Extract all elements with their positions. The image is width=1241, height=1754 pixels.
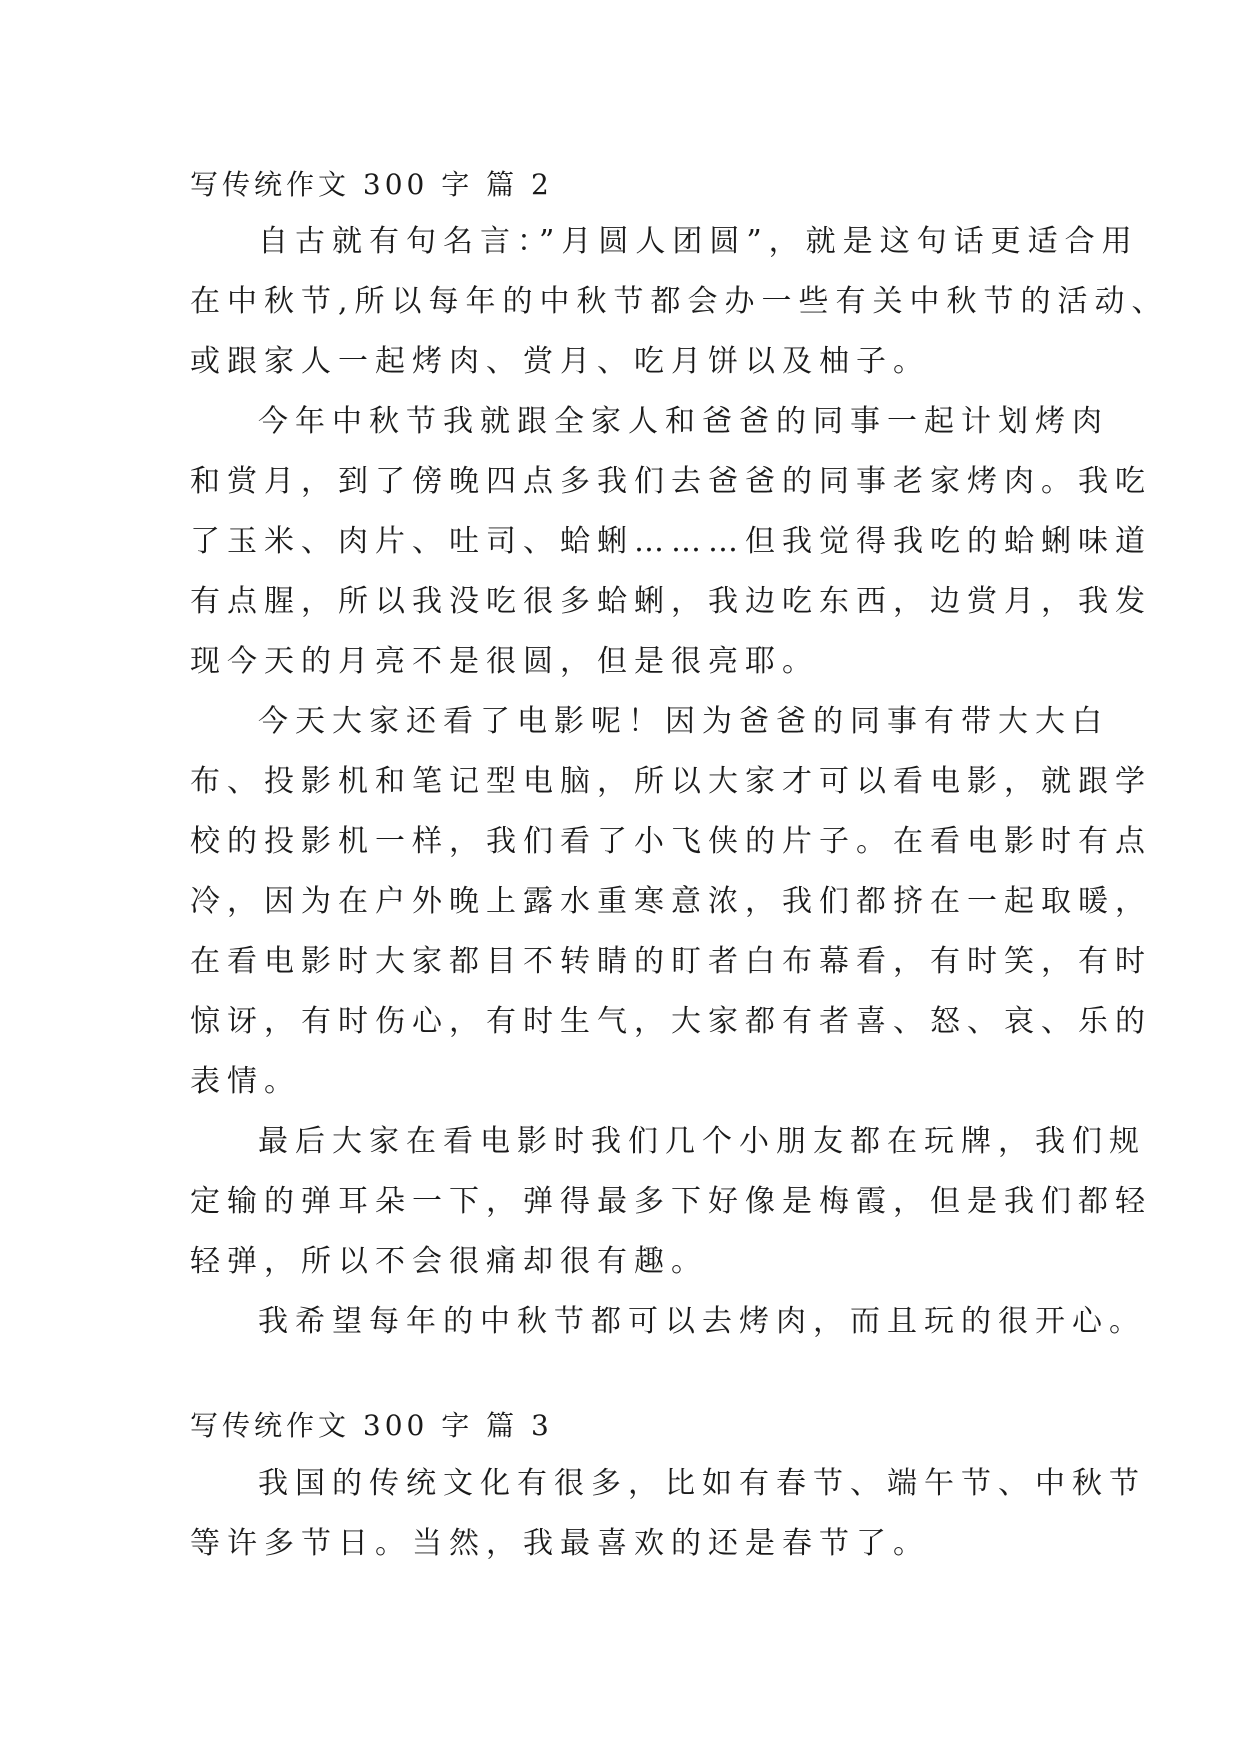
text-line: 校的投影机一样，我们看了小飞侠的片子。在看电影时有点 (190, 824, 1152, 859)
section-2-heading: 写传统作文 300 字 篇 2 (190, 168, 553, 201)
text-line: 今天大家还看了电影呢！因为爸爸的同事有带大大白 (258, 704, 1109, 739)
text-line: 表情。 (190, 1064, 301, 1099)
text-line: 我希望每年的中秋节都可以去烤肉，而且玩的很开心。 (258, 1304, 1146, 1339)
text-line: 了玉米、肉片、吐司、蛤蜊………但我觉得我吃的蛤蜊味道 (190, 524, 1152, 559)
text-line: 最后大家在看电影时我们几个小朋友都在玩牌，我们规 (258, 1124, 1146, 1159)
text-line: 在中秋节,所以每年的中秋节都会办一些有关中秋节的活动、 (190, 284, 1169, 319)
text-line: 布、投影机和笔记型电脑，所以大家才可以看电影，就跟学 (190, 764, 1152, 799)
text-line: 现今天的月亮不是很圆，但是很亮耶。 (190, 644, 819, 679)
text-line: 有点腥，所以我没吃很多蛤蜊，我边吃东西，边赏月，我发 (190, 584, 1152, 619)
text-line: 或跟家人一起烤肉、赏月、吃月饼以及柚子。 (190, 344, 930, 379)
text-line: 冷，因为在户外晚上露水重寒意浓，我们都挤在一起取暖， (190, 884, 1152, 919)
text-line: 和赏月，到了傍晚四点多我们去爸爸的同事老家烤肉。我吃 (190, 464, 1152, 499)
text-line: 在看电影时大家都目不转睛的盯者白布幕看，有时笑，有时 (190, 944, 1152, 979)
text-line: 等许多节日。当然，我最喜欢的还是春节了。 (190, 1526, 930, 1561)
text-line: 自古就有句名言：”月圆人团圆”，就是这句话更适合用 (258, 224, 1139, 259)
text-line: 我国的传统文化有很多，比如有春节、端午节、中秋节 (258, 1466, 1146, 1501)
text-line: 定输的弹耳朵一下，弹得最多下好像是梅霞，但是我们都轻 (190, 1184, 1152, 1219)
text-line: 今年中秋节我就跟全家人和爸爸的同事一起计划烤肉 (258, 404, 1109, 439)
text-line: 轻弹，所以不会很痛却很有趣。 (190, 1244, 708, 1279)
text-line: 惊讶，有时伤心，有时生气，大家都有者喜、怒、哀、乐的 (190, 1004, 1152, 1039)
section-3-heading: 写传统作文 300 字 篇 3 (190, 1409, 553, 1442)
